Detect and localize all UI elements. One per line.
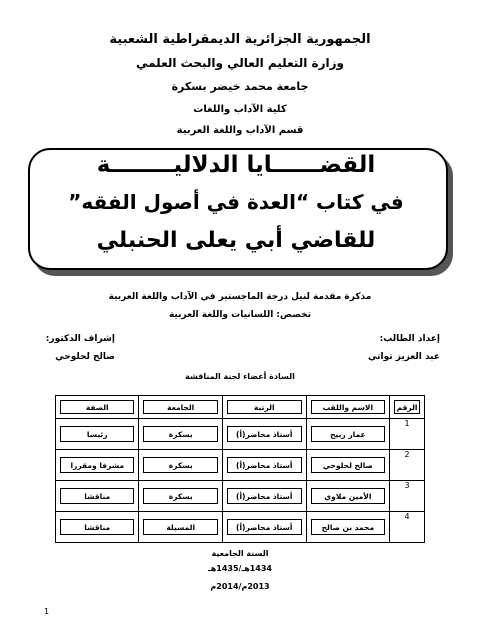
row-number: 4 bbox=[390, 512, 425, 543]
committee-caption: السادة أعضاء لجنة المناقشة bbox=[185, 372, 295, 381]
col-header-role: الصفة bbox=[60, 400, 134, 414]
committee-table bbox=[55, 395, 425, 543]
title-line-2: في كتاب “العدة في أصول الفقه” bbox=[68, 190, 404, 214]
ministry-name: وزارة التعليم العالي والبحث العلمي bbox=[135, 56, 345, 70]
table-row bbox=[56, 512, 425, 543]
row-number: 1 bbox=[390, 419, 425, 450]
member-university: المسيلة bbox=[143, 519, 217, 535]
member-university: بسكرة bbox=[143, 488, 217, 504]
title-line-3: للقاضي أبي يعلى الحنبلي bbox=[96, 228, 376, 253]
member-university: بسكرة bbox=[143, 457, 217, 473]
col-header-name: الاسم واللقب bbox=[311, 400, 386, 414]
student-name: عبد العزيز تواتي bbox=[368, 352, 440, 362]
supervisor-label: إشراف الدكتور: bbox=[45, 334, 115, 344]
member-rank: أستاذ محاضر(أ) bbox=[227, 426, 302, 442]
col-header-number: الرقم bbox=[394, 400, 420, 414]
academic-year-label: السنة الجامعية bbox=[211, 549, 269, 558]
supervisor-name: صالح لحلوحي bbox=[55, 352, 115, 362]
table-header-row bbox=[56, 396, 425, 419]
row-number: 2 bbox=[390, 450, 425, 481]
col-header-university: الجامعة bbox=[143, 400, 217, 414]
table-row bbox=[56, 481, 425, 512]
page-number: 1 bbox=[44, 607, 50, 616]
member-rank: أستاذ محاضر(أ) bbox=[227, 488, 302, 504]
republic-name: الجمهورية الجزائرية الديمقراطية الشعبية bbox=[109, 32, 371, 47]
thesis-specialty: تخصص: اللسانيات واللغة العربية bbox=[168, 310, 312, 320]
member-rank: أستاذ محاضر(أ) bbox=[227, 457, 302, 473]
member-name: عمار ربيح bbox=[311, 426, 386, 442]
academic-year-gregorian: 2013م/2014م bbox=[210, 582, 270, 591]
member-name: الأمين ملاوي bbox=[311, 488, 386, 504]
department-name: قسم الآداب واللغة العربية bbox=[176, 125, 304, 136]
university-name: جامعة محمد خيضر بسكرة bbox=[171, 80, 309, 93]
member-role: رئيسا bbox=[60, 426, 134, 442]
table-row bbox=[56, 419, 425, 450]
member-university: بسكرة bbox=[143, 426, 217, 442]
col-header-rank: الرتبة bbox=[227, 400, 302, 414]
member-role: مناقشا bbox=[60, 519, 134, 535]
title-line-1: القضــــــايا الدلاليــــــــة bbox=[96, 152, 376, 178]
member-role: مناقشا bbox=[60, 488, 134, 504]
student-label: إعداد الطالب: bbox=[379, 334, 440, 344]
faculty-name: كلية الآداب واللغات bbox=[193, 104, 287, 115]
thesis-purpose: مذكرة مقدمة لنيل درجة الماجستير في الآداب واللغة العربية bbox=[108, 292, 372, 302]
row-number: 3 bbox=[390, 481, 425, 512]
table-row bbox=[56, 450, 425, 481]
member-name: محمد بن صالح bbox=[311, 519, 386, 535]
member-role: مشرفا ومقررا bbox=[60, 457, 134, 473]
member-name: صالح لحلوحي bbox=[311, 457, 386, 473]
member-rank: أستاذ محاضر(أ) bbox=[227, 519, 302, 535]
academic-year-hijri: 1434هـ/1435هـ bbox=[207, 564, 272, 573]
